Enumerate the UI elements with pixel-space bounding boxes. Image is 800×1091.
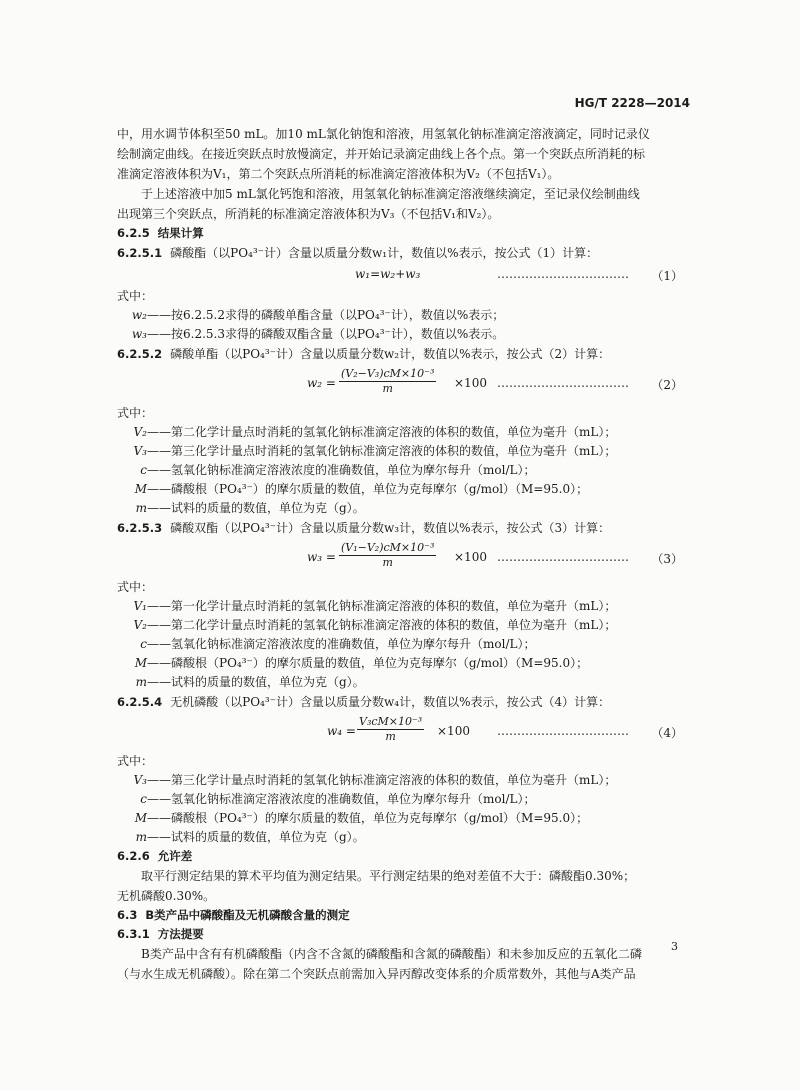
clause-number: 6.2.5.4 xyxy=(117,695,163,709)
def-text: ——磷酸根（PO₄³⁻）的摩尔质量的数值，单位为克每摩尔（g/mol）（M=95.0）； xyxy=(147,482,589,496)
def-symbol: c xyxy=(140,792,147,806)
numerator: (V₁−V₂)cM×10⁻³ xyxy=(341,541,435,554)
definition-line xyxy=(117,809,683,828)
para2-line: 出现第三个突跃点，所消耗的标准滴定溶液体积为V₃（不包括V₁和V₂）。 xyxy=(117,207,500,221)
fraction xyxy=(339,541,436,570)
clause-number: 6.2.5.2 xyxy=(117,347,163,361)
def-text: ——磷酸根（PO₄³⁻）的摩尔质量的数值，单位为克每摩尔（g/mol）（M=95.0）； xyxy=(147,811,589,825)
def-symbol: V₁ xyxy=(133,599,147,613)
page-body xyxy=(117,124,683,984)
formula-lhs: w₃ = xyxy=(307,550,336,564)
def-text: ——试料的质量的数值，单位为克（g）。 xyxy=(147,675,365,689)
numerator: (V₂−V₃)cM×10⁻³ xyxy=(341,367,435,380)
def-text: ——第一化学计量点时消耗的氢氧化钠标准滴定溶液的体积的数值，单位为毫升（mL）； xyxy=(147,599,617,613)
leader-dots: …………………………… xyxy=(497,267,629,281)
def-symbol: V₂ xyxy=(133,618,147,632)
fraction xyxy=(357,715,424,744)
para1-line: 中，用水调节体积至50 mL。加10 mL氯化钠饱和溶液，用氢氧化钠标准滴定溶液滴定，同时记录仪 xyxy=(117,127,650,141)
clause-6-2-5-2 xyxy=(117,344,683,364)
definition-line xyxy=(117,461,683,480)
def-symbol: m xyxy=(135,501,147,515)
formula-1 xyxy=(117,264,683,286)
leader-dots: …………………………… xyxy=(497,724,629,738)
leader-dots: …………………………… xyxy=(497,376,629,390)
clause-text: 磷酸双酯（以PO₄³⁻计）含量以质量分数w₃计，数值以%表示，按公式（3）计算： xyxy=(170,521,611,535)
def-symbol: w₂ xyxy=(131,308,147,322)
method-line: （与水生成无机磷酸）。除在第二个突跃点前需加入异丙醇改变体系的介质常数外，其他与A类产品 xyxy=(117,967,636,981)
def-symbol: V₃ xyxy=(133,773,147,787)
leader-dots: …………………………… xyxy=(497,550,629,564)
def-text: ——氢氧化钠标准滴定溶液浓度的准确数值，单位为摩尔每升（mol/L）； xyxy=(147,463,536,477)
def-symbol: M xyxy=(134,811,147,825)
heading-title: 结果计算 xyxy=(157,226,204,240)
multiplier: ×100 xyxy=(454,550,487,564)
where-label: 式中： xyxy=(117,580,154,594)
clause-text: 磷酸酯（以PO₄³⁻计）含量以质量分数w₁计，数值以%表示，按公式（1）计算： xyxy=(170,246,599,260)
def-text: ——按6.2.5.3求得的磷酸双酯含量（以PO₄³⁻计），数值以%表示。 xyxy=(147,327,505,341)
numerator: V₃cM×10⁻³ xyxy=(359,715,423,728)
equation-number: （2） xyxy=(651,378,683,392)
def-text: ——第二化学计量点时消耗的氢氧化钠标准滴定溶液的体积的数值，单位为毫升（mL）； xyxy=(147,618,617,632)
where-label: 式中： xyxy=(117,406,154,420)
definition-line xyxy=(117,325,683,344)
tolerance-line: 取平行测定结果的算术平均值为测定结果。平行测定结果的绝对差值不大于：磷酸酯0.30%； xyxy=(141,869,636,883)
formula-3 xyxy=(117,539,683,577)
def-symbol: c xyxy=(140,463,147,477)
clause-text: 无机磷酸（以PO₄³⁻计）含量以质量分数w₄计，数值以%表示，按公式（4）计算： xyxy=(170,695,611,709)
def-symbol: m xyxy=(135,830,147,844)
def-text: ——氢氧化钠标准滴定溶液浓度的准确数值，单位为摩尔每升（mol/L）； xyxy=(147,792,536,806)
clause-text: 磷酸单酯（以PO₄³⁻计）含量以质量分数w₂计，数值以%表示，按公式（2）计算： xyxy=(170,347,611,361)
definition-line xyxy=(117,442,683,461)
def-symbol: c xyxy=(140,637,147,651)
heading-number: 6.2.5 xyxy=(117,226,150,240)
where-label: 式中： xyxy=(117,289,154,303)
heading-number: 6.3 xyxy=(117,908,138,922)
standard-code: HG/T 2228—2014 xyxy=(574,96,690,110)
para2-line: 于上述溶液中加5 mL氯化钙饱和溶液，用氢氧化钠标准滴定溶液继续滴定，至记录仪绘制曲线 xyxy=(141,187,640,201)
definition-line xyxy=(117,423,683,442)
where-label: 式中： xyxy=(117,754,154,768)
tolerance-line: 无机磷酸0.30%。 xyxy=(117,889,216,903)
def-symbol: M xyxy=(134,656,147,670)
heading-6-3-1 xyxy=(117,925,683,944)
formula-2 xyxy=(117,365,683,403)
def-text: ——氢氧化钠标准滴定溶液浓度的准确数值，单位为摩尔每升（mol/L）； xyxy=(147,637,536,651)
def-text: ——第三化学计量点时消耗的氢氧化钠标准滴定溶液的体积的数值，单位为毫升（mL）； xyxy=(147,444,617,458)
definition-line xyxy=(117,654,683,673)
definition-line xyxy=(117,306,683,325)
def-symbol: m xyxy=(135,675,147,689)
def-symbol: M xyxy=(134,482,147,496)
clause-6-2-5-4 xyxy=(117,692,683,712)
clause-number: 6.2.5.1 xyxy=(117,246,163,260)
denominator: m xyxy=(382,556,393,569)
heading-title: 方法提要 xyxy=(157,927,204,941)
equation-number: （1） xyxy=(651,269,683,283)
def-symbol: V₃ xyxy=(133,444,147,458)
page-number: 3 xyxy=(671,940,678,953)
method-line: B类产品中含有有机磷酸酯（内含不含氮的磷酸酯和含氮的磷酸酯）和未参加反应的五氧化二磷 xyxy=(141,947,642,961)
heading-number: 6.3.1 xyxy=(117,927,150,941)
def-symbol: w₃ xyxy=(131,327,147,341)
def-text: ——按6.2.5.2求得的磷酸单酯含量（以PO₄³⁻计），数值以%表示； xyxy=(147,308,505,322)
clause-6-2-5-3 xyxy=(117,518,683,538)
def-text: ——第三化学计量点时消耗的氢氧化钠标准滴定溶液的体积的数值，单位为毫升（mL）； xyxy=(147,773,617,787)
equation-number: （4） xyxy=(651,726,683,740)
multiplier: ×100 xyxy=(454,376,487,390)
def-text: ——第二化学计量点时消耗的氢氧化钠标准滴定溶液的体积的数值，单位为毫升（mL）； xyxy=(147,425,617,439)
definition-line xyxy=(117,480,683,499)
heading-6-2-5 xyxy=(117,224,683,243)
heading-6-2-6 xyxy=(117,847,683,866)
definition-line xyxy=(117,635,683,654)
def-symbol: V₂ xyxy=(133,425,147,439)
heading-6-3 xyxy=(117,906,683,925)
definition-line xyxy=(117,616,683,635)
fraction xyxy=(339,367,436,396)
definition-line xyxy=(117,771,683,790)
definition-line xyxy=(117,673,683,692)
definition-line xyxy=(117,790,683,809)
equation-number: （3） xyxy=(651,552,683,566)
denominator: m xyxy=(382,382,393,395)
denominator: m xyxy=(385,730,396,743)
multiplier: ×100 xyxy=(437,724,470,738)
definition-line xyxy=(117,828,683,847)
formula-expression: w₁=w₂+w₃ xyxy=(355,267,421,281)
def-text: ——试料的质量的数值，单位为克（g）。 xyxy=(147,830,365,844)
clause-6-2-5-1 xyxy=(117,243,683,263)
para1-line: 准滴定溶液体积为V₁，第二个突跃点所消耗的标准滴定溶液体积为V₂（不包括V₁）。 xyxy=(117,167,560,181)
heading-number: 6.2.6 xyxy=(117,849,150,863)
para1-line: 绘制滴定曲线。在接近突跃点时放慢滴定，并开始记录滴定曲线上各个点。第一个突跃点所消耗的标 xyxy=(117,147,646,161)
definition-line xyxy=(117,499,683,518)
formula-lhs: w₂ = xyxy=(307,376,336,390)
def-text: ——试料的质量的数值，单位为克（g）。 xyxy=(147,501,365,515)
heading-title: B类产品中磷酸酯及无机磷酸含量的测定 xyxy=(145,908,350,922)
clause-number: 6.2.5.3 xyxy=(117,521,163,535)
def-text: ——磷酸根（PO₄³⁻）的摩尔质量的数值，单位为克每摩尔（g/mol）（M=95.0）； xyxy=(147,656,589,670)
definition-line xyxy=(117,597,683,616)
formula-4 xyxy=(117,713,683,751)
formula-lhs: w₄ = xyxy=(327,724,356,738)
heading-title: 允许差 xyxy=(157,849,193,863)
